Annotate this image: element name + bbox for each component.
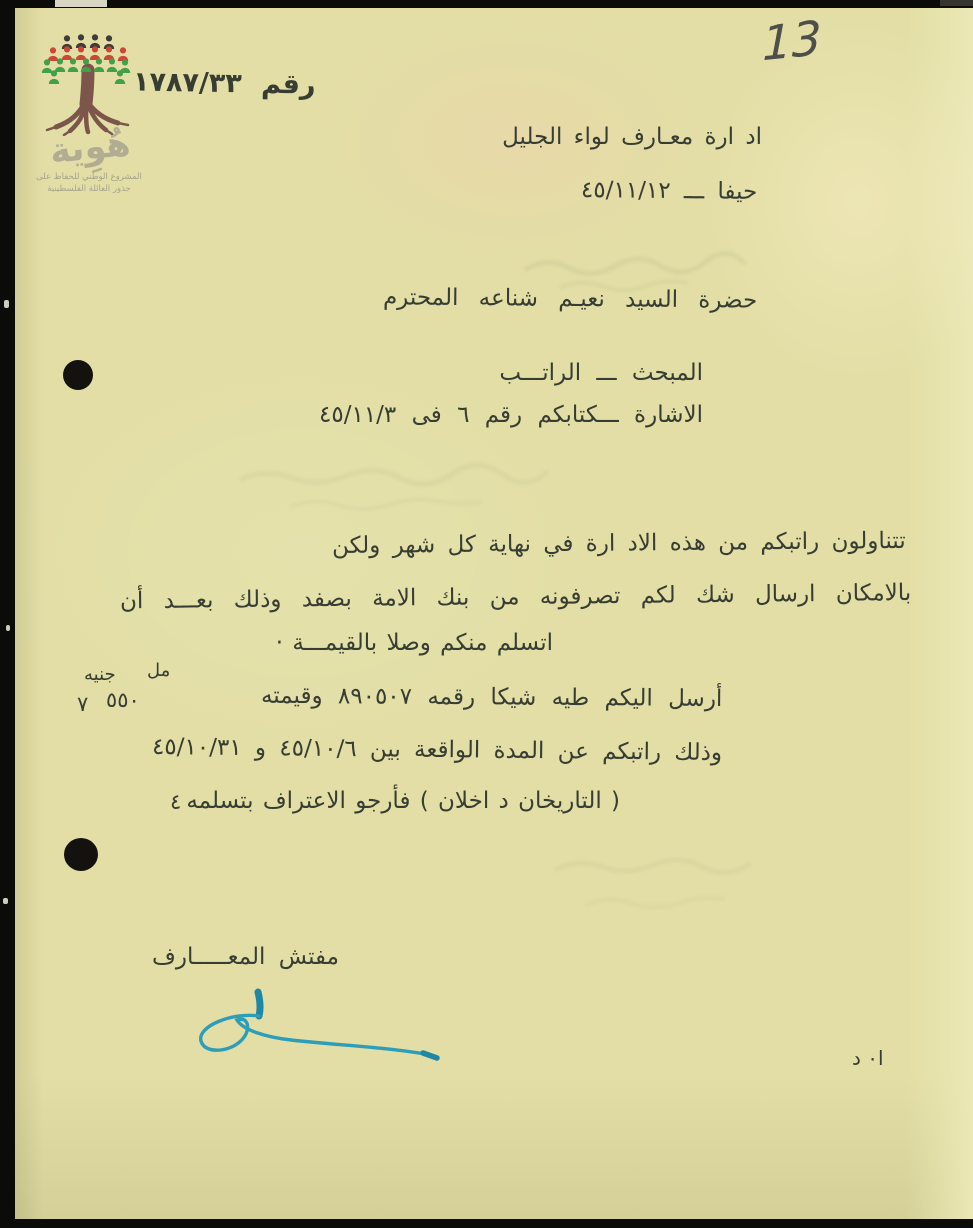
- scan-edge-speck: [6, 625, 10, 631]
- watermark-tagline-2: جذور العائلة الفلسطينية: [47, 184, 131, 194]
- amount-value-pounds: ٧: [77, 692, 89, 716]
- scan-edge-top: [0, 0, 940, 8]
- salutation-line: حضرة السيد نعيـم شناعه المحترم: [382, 284, 758, 314]
- scan-edge-light-patch: [55, 0, 107, 7]
- amount-value-mils: ٥٥٠: [105, 687, 141, 713]
- subject-line: المبحث ـــ الراتـــب: [499, 360, 703, 386]
- reference-line: الاشارة ـــكتابكم رقم ٦ فى ٤٥/١١/٣: [319, 402, 703, 428]
- body-line-2: بالامكان ارسال شك لكم تصرفونه من بنك الامة بصفد وذلك بعـــد أن: [119, 580, 912, 615]
- check-line: أرسل اليكم طيه شيكا رقمه ٨٩٠٥٠٧ وقيمته: [260, 682, 723, 712]
- scan-edge-left: [0, 0, 15, 1228]
- scan-edge-speck: [3, 898, 8, 904]
- amount-label-pounds: جنيه: [84, 664, 116, 685]
- ref-number: رقم ١٧٨٧/٣٣: [132, 66, 316, 101]
- bleed-through-mark: [230, 455, 650, 525]
- watermark-tagline-1: المشروع الوطني للحفاظ على: [36, 172, 142, 182]
- corner-initials: ا٠ د: [852, 1046, 884, 1070]
- punch-hole-bottom: [64, 838, 98, 871]
- body-line-3: اتسلم منكم وصلا بالقيمـــة ·: [275, 630, 553, 656]
- amount-label-mils: مل: [147, 660, 171, 681]
- dates-note-line: ( التاريخان د اخلان ) فأرجو الاعتراف بتسلمه: [186, 788, 620, 814]
- bleed-through-mark: [540, 840, 840, 930]
- body-line-1: تتناولون راتبكم من هذه الاد ارة في نهاية كل شهر ولكن: [332, 528, 907, 560]
- punch-hole-top: [63, 360, 93, 390]
- scan-edge-top-right: [940, 0, 973, 6]
- signature-ink: [185, 988, 450, 1073]
- scan-edge-bottom: [0, 1219, 973, 1228]
- family-tree-icon: [42, 34, 134, 136]
- scan-edge-speck: [4, 300, 9, 308]
- period-line: وذلك راتبكم عن المدة الواقعة بين ٤٥/١٠/٦ و ٤٥/١٠/٣١: [151, 734, 723, 766]
- page-number: 13: [762, 10, 822, 73]
- watermark-brand-wordmark: هُوِية: [47, 123, 133, 173]
- inspector-title: مفتش المعـــــارف: [152, 944, 339, 970]
- watermark-logo: [42, 34, 134, 136]
- letterhead-city-date: حيفا ـــ ٤٥/١١/١٢: [580, 177, 758, 205]
- margin-numeral: ٤: [170, 790, 182, 814]
- letterhead-department: اد ارة معـارف لواء الجليل: [502, 124, 762, 150]
